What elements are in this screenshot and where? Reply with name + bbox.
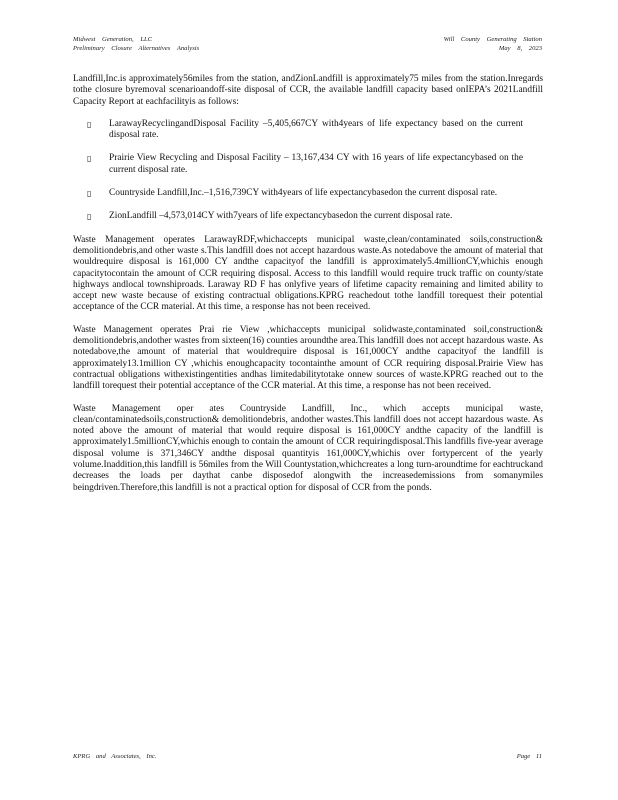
header-company: Midwest Generation, LLC: [73, 36, 153, 43]
footer-company: KPRG and Associates, Inc.: [73, 753, 157, 760]
header-right: [444, 35, 542, 53]
intro-paragraph: Landfill,Inc.is approximately56miles from the station, andZionLandfill is approximately75 miles from the station.Inregards tothe closure byremoval scenarioandoff-site disposal of CCR, the available landfill capacity based onIEPA’s 2021Landfill Capacity Report at eachfacilityis as follows:: [73, 74, 543, 107]
list-item-text: LarawayRecyclingandDisposal Facility –5,405,667CY with4years of life expectancy based on the current disposal rate.: [109, 118, 523, 141]
page-number: Page 11: [516, 753, 542, 760]
document-body: [73, 74, 543, 505]
list-item-text: Prairie View Recycling and Disposal Facility – 13,167,434 CY with 16 years of life expectancybased on the current disposal rate.: [109, 153, 523, 175]
bullet-icon: ▯: [87, 119, 92, 129]
header-report-title: Preliminary Closure Alternatives Analysis: [73, 45, 200, 52]
page-footer: [73, 752, 542, 761]
header-date: May 8, 2023: [498, 45, 542, 52]
laraway-paragraph: Waste Management operates LarawayRDF,whichaccepts municipal waste,clean/contaminated soils,construction& demolitiondebris,and other waste s.This landfill does not accept hazardous waste.As notedabove the amount of material that wouldrequire disposal is 161,000 CY andthe capacityof the landfill is approximately5.4millionCY,whichis enough capacitytocontain the amount of CCR requiring disposal. Access to this landfill would require truck traffic on county/state highways andlocal townshiproads. Laraway RD F has onlyfive years of lifetime capacity remaining and limited ability to accept new waste because of existing contractual obligations.KPRG reachedout tothe landfill torequest their potential acceptance of the CCR material. At this time, a response has not been received.: [73, 234, 543, 313]
header-station: Will County Generating Station: [443, 36, 542, 43]
list-item: [73, 211, 543, 222]
list-item: [73, 188, 543, 199]
prairie-view-paragraph: Waste Management operates Prai rie View ,whichaccepts municipal solidwaste,contaminated soil,construction& demolitiondebris,andother wastes from sixteen(16) counties aroundthe area.This landfill does not accept hazardous waste. As notedabove,the amount of material that wouldrequire disposal is 161,000CY andthe capacityof the landfill is approximately13.1million CY ,whichis enoughcapacity tocontainthe amount of CCR requiring disposal.Prairie View has contractual obligations withexistingentities andhas limitedabilitytotake onnew sources of waste.KPRG reached out to the landfill torequest their potential acceptance of the CCR material. At this time, a response has not been received.: [73, 324, 543, 392]
bullet-icon: ▯: [87, 189, 92, 199]
landfill-capacity-list: [73, 119, 543, 223]
countryside-paragraph: Waste Management oper ates Countryside Landfill, Inc., which accepts municipal waste, clean/contaminatedsoils,construction& demolitiondebris, andother wastes.This landfill does not accept hazardous waste. As noted above the amount of material that would require disposal is 161,000CY andthe capacity of the landfill is approximately1.5millionCY,whichis enough to contain the amount of CCR requiringdisposal.This landfills five-year average disposal volume is 371,346CY andthe disposal quantityis 161,000CY,whichis over fortypercent of the yearly volume.Inaddition,this landfill is 56miles from the Will Countystation,whichcreates a long turn-aroundtime for eachtruckand decreases the loads per daythat canbe disposedof alongwith the increasedemissions from somanymiles beingdriven.Therefore,this landfill is not a practical option for disposal of CCR from the ponds.: [73, 403, 543, 493]
list-item: [73, 119, 543, 142]
page-header: [73, 35, 542, 53]
list-item: [73, 153, 543, 176]
list-item-text: Countryside Landfill,Inc.–1,516,739CY with4years of life expectancybasedon the current disposal rate.: [109, 188, 498, 199]
bullet-icon: ▯: [87, 154, 92, 164]
header-left: [73, 35, 199, 53]
list-item-text: ZionLandfill –4,573,014CY with7years of life expectancybasedon the current disposal rate.: [109, 211, 453, 222]
bullet-icon: ▯: [87, 212, 92, 222]
